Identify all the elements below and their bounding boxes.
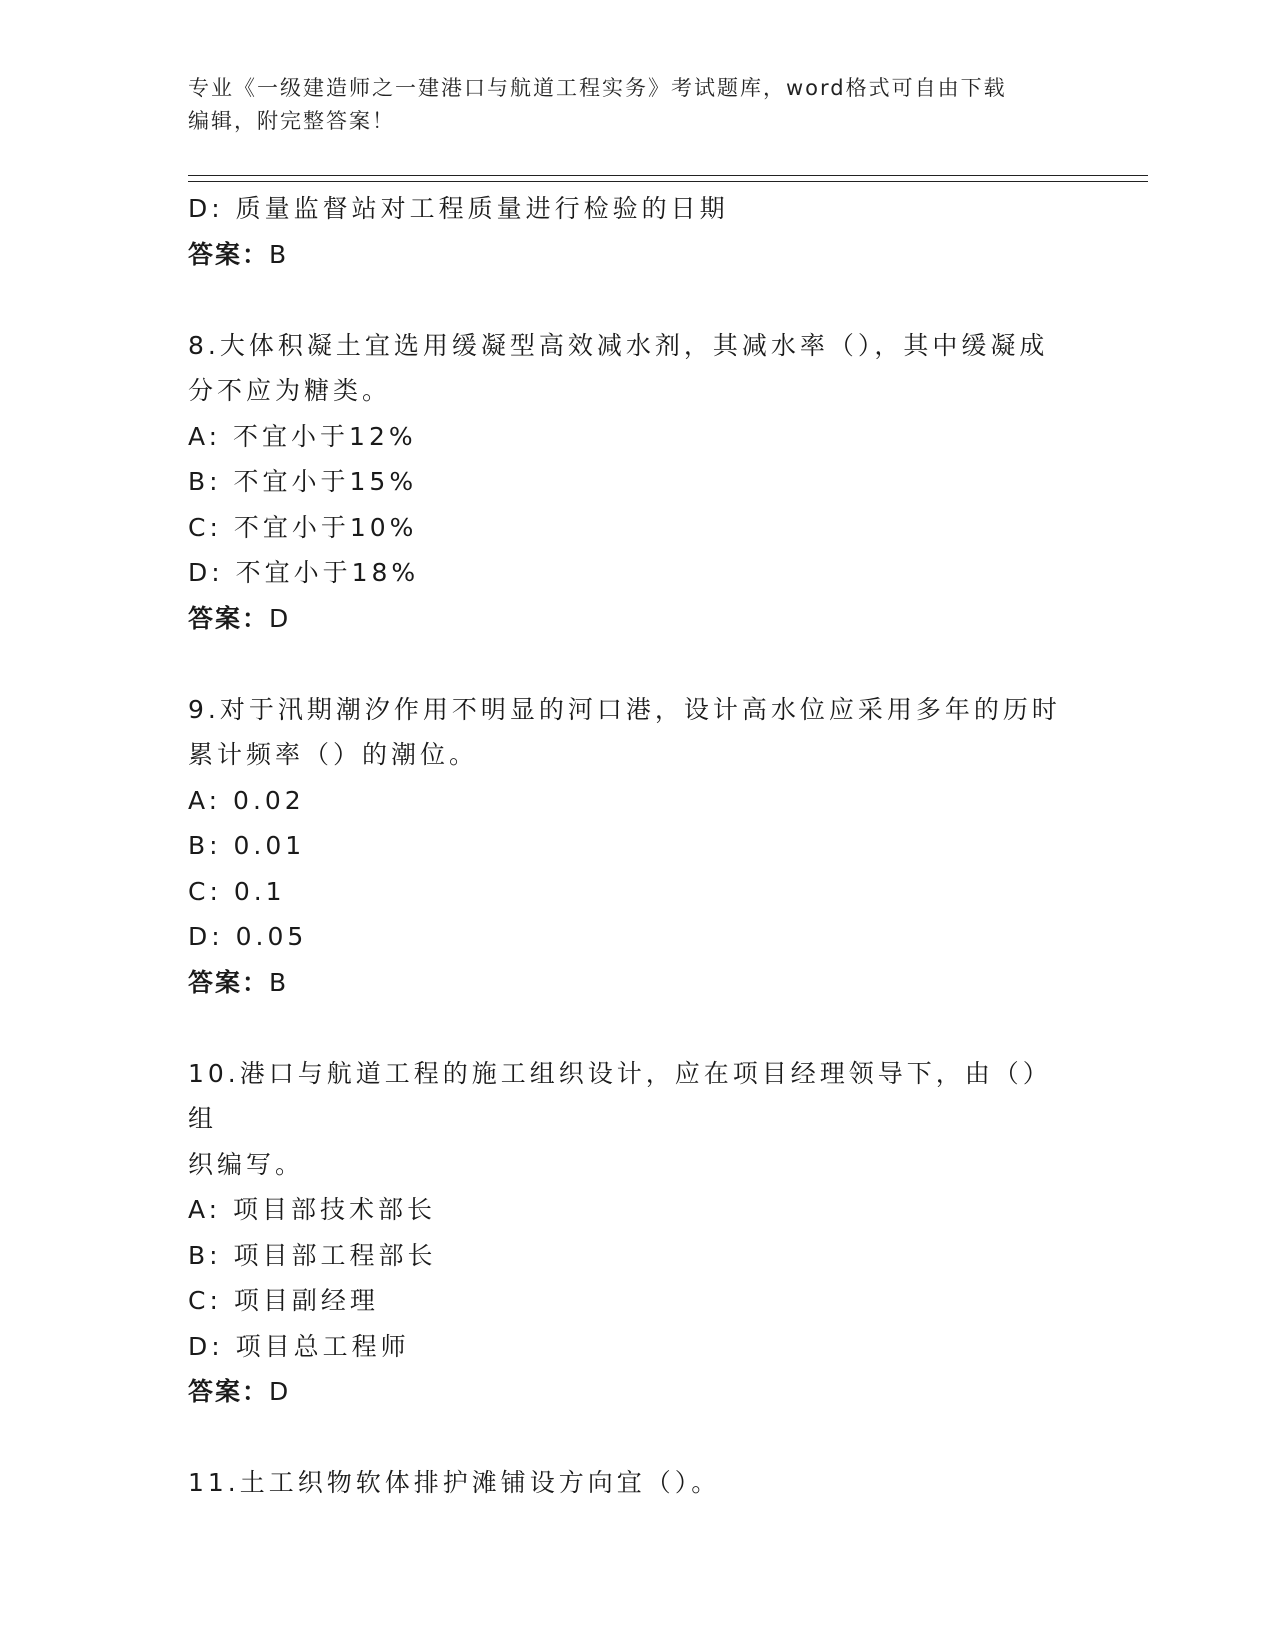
option-b: B: 项目部工程部长 xyxy=(188,1240,437,1270)
question-9 xyxy=(188,687,1088,1006)
option-a: A: 项目部技术部长 xyxy=(188,1195,437,1224)
answer-label: 答案： xyxy=(188,603,270,633)
option-d: D: 项目总工程师 xyxy=(188,1331,410,1361)
question-list xyxy=(188,186,1088,1506)
question-text-line-1: 9.对于汛期潮汐作用不明显的河口港，设计高水位应采用多年的历时 xyxy=(188,694,1061,724)
answer xyxy=(188,1369,1088,1415)
question-10 xyxy=(188,1051,1088,1415)
spacer xyxy=(188,1005,1088,1051)
option-c: C: 0.1 xyxy=(188,876,286,906)
option-b: B: 0.01 xyxy=(188,831,306,860)
answer xyxy=(188,596,1088,642)
option-d: D: 不宜小于18% xyxy=(188,558,420,587)
question-11 xyxy=(188,1460,1088,1506)
question-text-line-1: 8.大体积凝土宜选用缓凝型高效减水剂，其减水率（），其中缓凝成 xyxy=(188,330,1049,360)
question-text-line-2: 织编写。 xyxy=(188,1149,305,1179)
answer-value: B xyxy=(269,967,289,997)
answer xyxy=(188,960,1088,1006)
option-a: A: 不宜小于12% xyxy=(188,421,417,451)
answer-label: 答案： xyxy=(188,967,270,997)
spacer xyxy=(188,277,1088,323)
header-divider-top xyxy=(188,175,1148,176)
prev-option-d: D: 质量监督站对工程质量进行检验的日期 xyxy=(188,194,729,223)
option-d: D: 0.05 xyxy=(188,922,308,951)
spacer xyxy=(188,641,1088,687)
header-divider-bottom xyxy=(188,181,1148,182)
answer-value: D xyxy=(269,1377,291,1406)
option-b: B: 不宜小于15% xyxy=(188,467,418,496)
question-text-line-2: 累计频率（）的潮位。 xyxy=(188,740,479,769)
question-text-line-1: 10.港口与航道工程的施工组织设计，应在项目经理领导下，由（）组 xyxy=(188,1058,1052,1133)
prev-answer xyxy=(188,232,1088,278)
question-8 xyxy=(188,323,1088,642)
answer-label: 答案： xyxy=(188,239,270,269)
document-header xyxy=(188,72,1088,138)
header-line-2: 编辑，附完整答案！ xyxy=(188,109,395,133)
option-c: C: 项目副经理 xyxy=(188,1286,379,1315)
option-a: A: 0.02 xyxy=(188,785,305,815)
question-text-line-1: 11.土工织物软体排护滩铺设方向宜（）。 xyxy=(188,1468,721,1497)
question-text-line-2: 分不应为糖类。 xyxy=(188,376,392,405)
answer-label: 答案： xyxy=(188,1377,270,1406)
spacer xyxy=(188,1415,1088,1461)
answer-value: B xyxy=(269,239,289,269)
header-line-1: 专业《一级建造师之一建港口与航道工程实务》考试题库，word格式可自由下载 xyxy=(188,76,1007,100)
option-c: C: 不宜小于10% xyxy=(188,512,418,542)
answer-value: D xyxy=(269,603,291,633)
